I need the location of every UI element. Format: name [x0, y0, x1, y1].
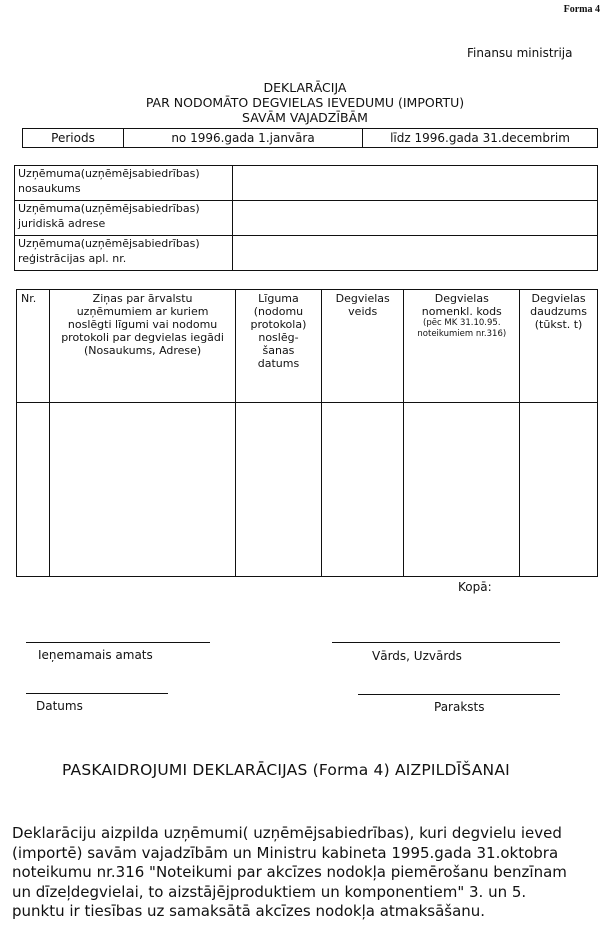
col-header-partners: Ziņas par ārvalstu uzņēmumiem ar kuriem noslēgti līgumi vai nodomu protokoli par degvielas iegādi (Nosaukums, Adrese): [50, 290, 236, 403]
instructions-line: punktu ir tiesības uz samaksātā akcīzes nodokļa atmaksāšanu.: [12, 902, 486, 920]
signature-line[interactable]: [358, 694, 560, 695]
company-address-field[interactable]: [233, 201, 598, 236]
company-name-field[interactable]: [233, 166, 598, 201]
position-label: Ieņemamais amats: [38, 648, 153, 662]
col-header-contract-date: Līguma (nodomu protokola) noslēg- šanas datums: [235, 290, 321, 403]
company-name-label: Uzņēmuma(uzņēmējsabiedrības) nosaukums: [15, 166, 233, 201]
company-reg-field[interactable]: [233, 236, 598, 271]
period-label: Periods: [23, 129, 124, 148]
cell-code[interactable]: [404, 403, 520, 577]
name-signature-line[interactable]: [332, 642, 560, 643]
position-signature-line[interactable]: [26, 642, 210, 643]
instructions-line: (importē) savām vajadzībām un Ministru kabineta 1995.gada 31.oktobra: [12, 843, 559, 862]
date-signature-line[interactable]: [26, 693, 168, 694]
declaration-subtitle: PAR NODOMĀTO DEGVIELAS IEVEDUMU (IMPORTU): [145, 95, 465, 110]
signature-label: Paraksts: [434, 700, 485, 714]
col-header-fuel-type: Degvielas veids: [321, 290, 404, 403]
cell-fuel-type[interactable]: [321, 403, 404, 577]
cell-quantity[interactable]: [520, 403, 598, 577]
fuel-import-table: [16, 289, 598, 577]
name-surname-label: Vārds, Uzvārds: [372, 649, 462, 663]
cell-contract-date[interactable]: [235, 403, 321, 577]
ministry-name: Finansu ministrija: [467, 46, 573, 60]
instructions-line: Deklarāciju aizpilda uzņēmumi( uzņēmējsabiedrības), kuri degvielu ieved: [12, 824, 562, 842]
col-header-quantity: Degvielas daudzums (tūkst. t): [520, 290, 598, 403]
col-header-code: Degvielas nomenkl. kods (pēc MK 31.10.95. noteikumiem nr.316): [404, 290, 520, 403]
col-header-nr: Nr.: [17, 290, 50, 403]
instructions-title: PASKAIDROJUMI DEKLARĀCIJAS (Forma 4) AIZPILDĪŠANAI: [62, 761, 510, 779]
instructions-line: noteikumu nr.316 "Noteikumi par akcīzes nodokļa piemērošanu benzīnam: [12, 863, 567, 881]
period-table: [22, 128, 598, 148]
company-reg-label: Uzņēmuma(uzņēmējsabiedrības) reģistrācijas apl. nr.: [15, 236, 233, 271]
period-from: no 1996.gada 1.janvāra: [124, 129, 363, 148]
date-label: Datums: [36, 699, 83, 713]
declaration-subtitle-2: SAVĀM VAJADZĪBĀM: [242, 110, 368, 125]
form-number: Forma 4: [563, 4, 600, 15]
instructions-paragraph: [12, 824, 610, 922]
cell-nr[interactable]: [17, 403, 50, 577]
instructions-line: un dīzeļdegvielai, to aizstājējproduktiem un komponentiem" 3. un 5.: [12, 882, 527, 901]
period-to: līdz 1996.gada 31.decembrim: [363, 129, 598, 148]
company-info-table: [14, 165, 598, 271]
declaration-title: DEKLARĀCIJA: [263, 80, 347, 95]
cell-partners[interactable]: [50, 403, 236, 577]
company-address-label: Uzņēmuma(uzņēmējsabiedrības) juridiskā adrese: [15, 201, 233, 236]
total-label: Kopā:: [458, 580, 492, 594]
